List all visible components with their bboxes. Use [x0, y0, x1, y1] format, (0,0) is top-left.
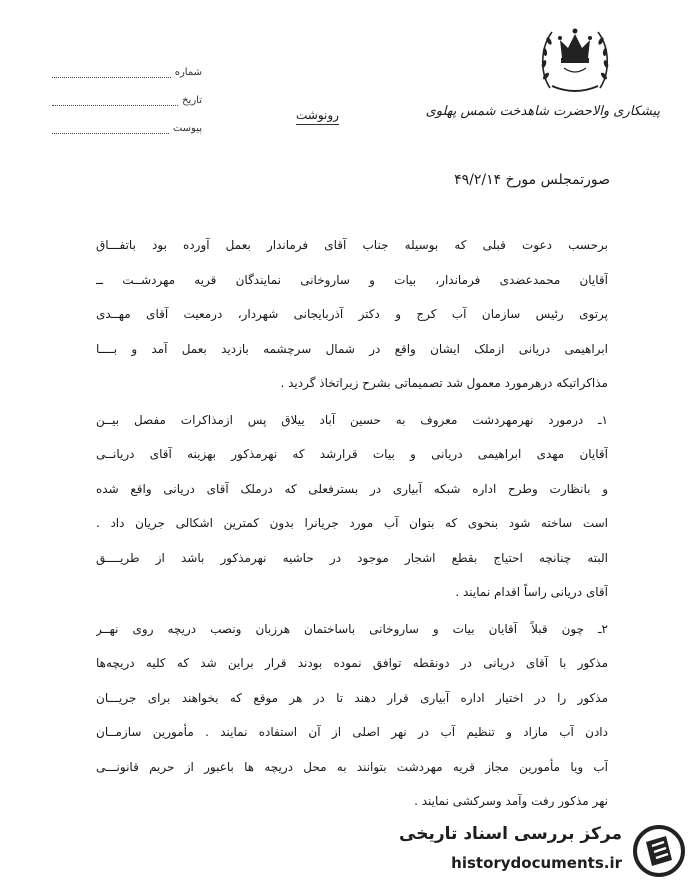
- number-line: [52, 67, 171, 78]
- paragraph-1: [96, 228, 608, 401]
- watermark: [396, 820, 686, 882]
- date-line: [52, 95, 178, 106]
- text-line: پرتوی رئیس سازمان آب کرج و دکتر آذربایجانی شهردار، درمعیت آقای مهــدی: [96, 307, 608, 321]
- text-line: ۱ـ درمورد نهرمهردشت معروف به حسین آباد ییلاق پس ازمذاکرات مفصل بیــن: [96, 412, 608, 427]
- number-field: [52, 50, 202, 78]
- paragraph-2: [96, 403, 608, 610]
- text-line: دادن آب مازاد و تنظیم آب در نهر اصلی از آن استفاده نمایند . مأمورین سازمــان: [96, 725, 608, 739]
- attachment-label: پیوست: [172, 123, 202, 134]
- text-line: مذاکراتیکه درهرمورد معمول شد تصمیماتی بشرح زیراتخاذ گردید .: [280, 376, 608, 390]
- paragraph-3: [96, 612, 608, 819]
- text-line: نهر مذکور رفت وآمد وسرکشی نمایند .: [414, 794, 608, 808]
- copy-mark: رونوشت: [296, 108, 339, 125]
- date-label: تاریخ: [182, 95, 202, 106]
- crown-emblem-icon: [538, 18, 612, 96]
- text-line: و بانظارت وطرح اداره شبکه آبیاری در بسترفعلی که درملک آقای دریانی واقع شده: [96, 481, 608, 496]
- attachment-line: [52, 123, 169, 134]
- watermark-title: مرکز بررسی اسناد تاریخی: [399, 824, 622, 844]
- watermark-url: historydocuments.ir: [451, 854, 622, 872]
- text-line: آقایان محمدعضدی فرماندار، بیات و ساروخانی نمایندگان قریه مهردشــت ــ: [96, 272, 608, 287]
- text-line: است ساخته شود بنحوی که بتوان آب مورد جریانرا بدون کمترین اشکالی جریان داد .: [96, 516, 608, 530]
- text-line: ابراهیمی دریانی ازملک ایشان واقع در شمال سرچشمه بازدید بعمل آمد و بــــا: [96, 341, 608, 356]
- text-line: آقایان مهدی ابراهیمی دریانی و بیات قرارشد که نهرمذکور بهزینه آقای دریانــی: [96, 447, 608, 461]
- document-meta-fields: [52, 50, 202, 134]
- archive-logo-icon: [632, 824, 686, 878]
- text-line: برحسب دعوت قبلی که بوسیله جناب آقای فرماندار بعمل آورده بود باتفـــاق: [96, 238, 608, 252]
- letterhead-title: پیشکاری والاحضرت شاهدخت شمس پهلوی: [425, 104, 660, 119]
- text-line: البته چنانچه احتیاج بقطع اشجار موجود در حاشیه نهرمذکور باشد از طریــــق: [96, 550, 608, 565]
- text-line: مذکور را در اختیار اداره آبیاری قرار دهند تا در هر موقع که بخواهند برای جریـــان: [96, 690, 608, 705]
- text-line: آقای دریانی راساً اقدام نمایند .: [455, 585, 608, 599]
- text-line: آب ویا مأمورین مجاز قریه مهردشت بتوانند به محل دریچه ها باعبور از حریم قانونـــی: [96, 759, 608, 774]
- number-label: شماره: [174, 67, 202, 78]
- document-body: [96, 228, 608, 819]
- attachment-field: [52, 106, 202, 134]
- minutes-title: صورتمجلس مورخ ۴۹/۲/۱۴: [454, 172, 610, 188]
- text-line: ۲ـ چون قبلاً آقایان بیات و ساروخانی باساختمان هرزبان ونصب دریچه روی نهــر: [96, 621, 608, 636]
- text-line: مذکور با آقای دریانی در دونقطه توافق نموده بودند قرار براین شد که کلیه دریچه‌ها: [96, 656, 608, 670]
- date-field: [52, 78, 202, 106]
